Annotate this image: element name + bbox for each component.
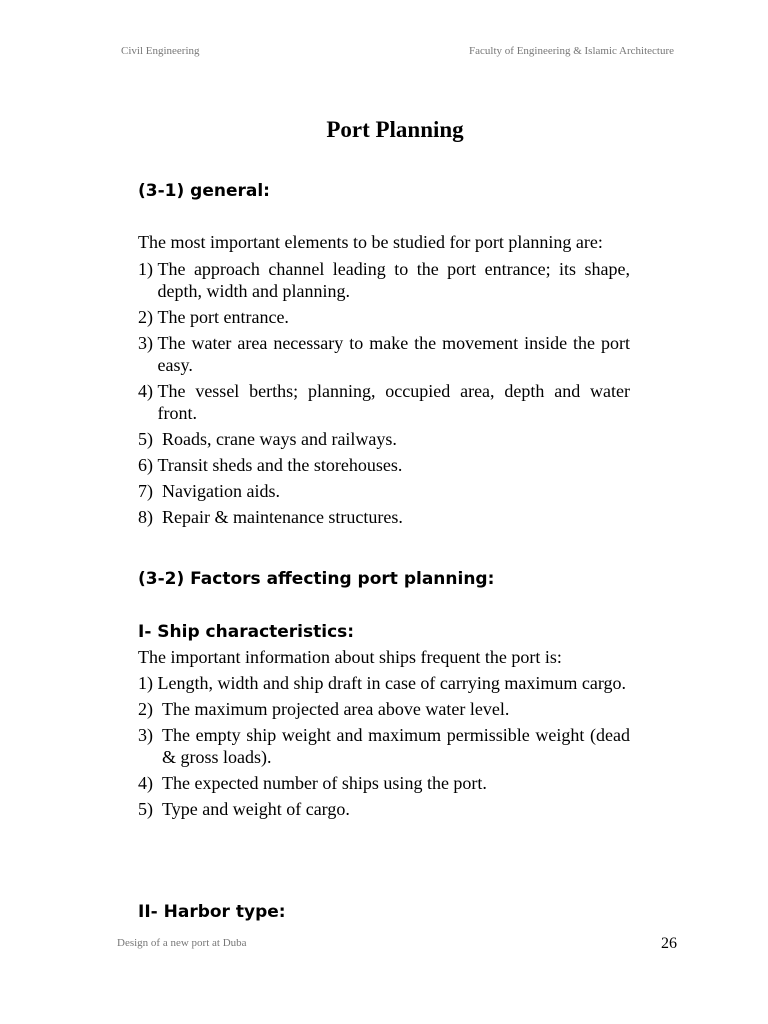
list-item — [138, 380, 630, 424]
list-item-text: Length, width and ship draft in case of carrying maximum cargo. — [157, 673, 627, 693]
list-item-text: The approach channel leading to the port entrance; its shape, depth, width and planning. — [157, 259, 630, 301]
list-item-number: 8) — [138, 507, 162, 527]
list-item — [138, 480, 630, 502]
list-item — [138, 332, 630, 376]
list-item-number: 3) — [138, 333, 158, 353]
list-item — [138, 772, 630, 794]
list-item — [138, 698, 630, 720]
list-item-number: 2) — [138, 699, 162, 719]
header-left: Civil Engineering — [121, 45, 200, 57]
list-item-number: 1) — [138, 259, 158, 279]
header-right: Faculty of Engineering & Islamic Architecture — [469, 45, 674, 57]
list-item-number: 7) — [138, 481, 162, 501]
list-item-text: Navigation aids. — [162, 481, 280, 501]
list-item — [138, 258, 630, 302]
list-item-text: Type and weight of cargo. — [162, 799, 350, 819]
list-item-text: The empty ship weight and maximum permissible weight (dead & gross loads). — [162, 725, 630, 767]
list-item — [138, 454, 630, 476]
list-item-number: 4) — [138, 381, 158, 401]
section1-list — [138, 258, 630, 532]
list-item — [138, 672, 630, 694]
page-number: 26 — [661, 935, 677, 952]
list-item — [138, 506, 630, 528]
list-item — [138, 798, 630, 820]
list-item-number: 5) — [138, 429, 162, 449]
list-item-number: 3) — [138, 725, 162, 745]
list-item-text: Repair & maintenance structures. — [162, 507, 403, 527]
subsection1-intro: The important information about ships frequent the port is: — [138, 647, 562, 667]
subsection-heading-ship: I- Ship characteristics: — [138, 622, 355, 642]
list-item-number: 1) — [138, 673, 158, 693]
list-item — [138, 724, 630, 768]
list-item — [138, 428, 630, 450]
list-item-text: The expected number of ships using the port. — [162, 773, 487, 793]
list-item-text: Transit sheds and the storehouses. — [157, 455, 403, 475]
list-item-text: The maximum projected area above water level. — [162, 699, 510, 719]
list-item — [138, 306, 630, 328]
section-heading-factors: (3-2) Factors affecting port planning: — [138, 569, 495, 589]
list-item-number: 6) — [138, 455, 158, 475]
footer-title: Design of a new port at Duba — [117, 937, 247, 949]
list-item-number: 5) — [138, 799, 162, 819]
section-heading-general: (3-1) general: — [138, 181, 270, 201]
list-item-text: Roads, crane ways and railways. — [162, 429, 397, 449]
list-item-text: The water area necessary to make the movement inside the port easy. — [157, 333, 630, 375]
subsection1-list — [138, 672, 630, 824]
page-title: Port Planning — [326, 117, 464, 142]
list-item-text: The vessel berths; planning, occupied area, depth and water front. — [157, 381, 630, 423]
section1-intro: The most important elements to be studied for port planning are: — [138, 232, 603, 252]
list-item-text: The port entrance. — [157, 307, 289, 327]
list-item-number: 2) — [138, 307, 158, 327]
subsection-heading-harbor: II- Harbor type: — [138, 902, 286, 922]
list-item-number: 4) — [138, 773, 162, 793]
